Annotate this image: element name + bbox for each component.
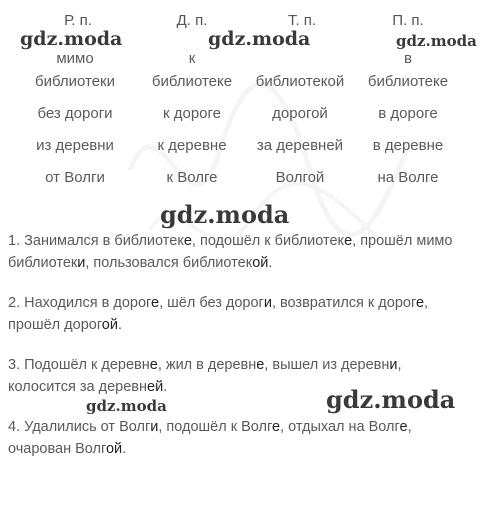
case-ending: е (399, 419, 408, 435)
case-ending: и (389, 357, 398, 373)
table-cell: в деревне (372, 137, 444, 154)
table-cell: за деревней (256, 137, 344, 154)
watermark: gdz.moda (396, 32, 477, 50)
sentence-text: . (117, 317, 122, 333)
sentence-text: . (163, 379, 168, 395)
table-cell: к дороге (163, 105, 221, 122)
header-prepositional: П. п. (392, 12, 424, 29)
sentence-text: , колосится за деревн (8, 357, 402, 395)
table-cell: от Волги (45, 169, 105, 186)
sentence-4 (8, 416, 468, 460)
header-instrumental: Т. п. (287, 12, 317, 29)
case-ending: ой (105, 441, 123, 457)
watermark: gdz.moda (160, 200, 290, 229)
table-cell: в дороге (378, 105, 438, 122)
table-cell: библиотеке (367, 73, 449, 90)
sentence-text: , подошёл к Волг (158, 419, 272, 435)
sentence-1 (8, 230, 468, 274)
table-cell: Волгой (275, 169, 325, 186)
watermark: gdz.moda (20, 28, 123, 50)
header-dative: Д. п. (176, 12, 208, 29)
case-ending: е (151, 295, 160, 311)
sentence-text: 4. Удалились от Волг (8, 419, 151, 435)
table-cell: к Волге (166, 169, 218, 186)
watermark: gdz.moda (86, 397, 167, 415)
sentence-text: . (122, 441, 127, 457)
table-cell: библиотеке (151, 73, 233, 90)
sentence-text: , жил в деревн (157, 357, 257, 373)
sentence-text: , очарован Волг (8, 419, 412, 457)
case-ending: ой (101, 317, 118, 333)
case-ending: е (344, 233, 353, 249)
table-cell: дорогой (272, 105, 328, 122)
sentence-text: , подошёл к библиотек (191, 233, 345, 249)
sentence-text: , пользовался библиотек (85, 255, 253, 271)
sentence-text: , вышел из деревн (264, 357, 390, 373)
case-ending: е (183, 233, 192, 249)
table-cell: на Волге (377, 169, 439, 186)
table-cell: в (404, 50, 412, 67)
sentence-2 (8, 292, 468, 336)
watermark: gdz.moda (326, 385, 456, 414)
case-ending: и (150, 419, 159, 435)
case-ending: ей (147, 379, 164, 395)
table-cell: без дороги (37, 105, 113, 122)
table-cell: к деревне (157, 137, 227, 154)
sentence-text: , прошёл мимо библиотек (8, 233, 453, 271)
watermark: gdz.moda (208, 28, 311, 50)
case-ending: и (77, 255, 86, 271)
table-cell: библиотеки (34, 73, 116, 90)
table-cell: мимо (56, 50, 94, 67)
case-ending: е (256, 357, 265, 373)
case-ending: е (271, 419, 281, 435)
sentence-text: . (268, 255, 273, 271)
header-genitive: Р. п. (64, 12, 92, 29)
sentence-text: , отдыхал на Волг (280, 419, 400, 435)
table-cell: из деревни (36, 137, 114, 154)
sentence-text: 1. Занимался в библиотек (8, 233, 184, 249)
table-cell: библиотекой (255, 73, 345, 90)
sentence-text: , шёл без дорог (159, 295, 264, 311)
table-cell: к (188, 50, 196, 67)
sentence-text: , возвратился к дорог (271, 295, 416, 311)
case-ending: е (415, 295, 425, 311)
case-ending: и (263, 295, 272, 311)
sentence-text: 2. Находился в дорог (8, 295, 151, 311)
case-ending: е (149, 357, 158, 373)
case-ending: ой (252, 255, 269, 271)
sentence-text: 3. Подошёл к деревн (8, 357, 150, 373)
sentence-text: , прошёл дорог (8, 295, 429, 333)
